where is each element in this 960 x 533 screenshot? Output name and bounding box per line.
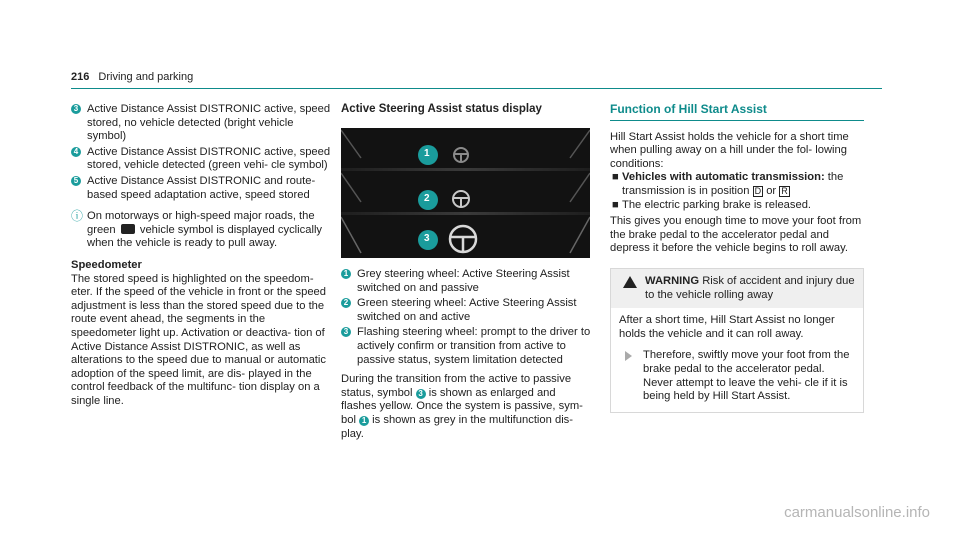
note: [71, 210, 333, 251]
number-badge: 3: [416, 389, 426, 399]
speedometer-heading: Speedometer: [71, 258, 142, 271]
page-number: 216: [71, 71, 90, 83]
warning-triangle-icon: [623, 276, 637, 288]
list-item: [71, 146, 333, 173]
list-item-text: Green steering wheel: Active Steering Assist switched on and active: [357, 297, 577, 323]
list-item: [610, 171, 864, 198]
panel-number: 2: [424, 193, 430, 204]
car-ahead-icon: [121, 224, 135, 234]
list-item: [341, 268, 593, 295]
number-badge: 4: [71, 147, 81, 157]
bullet-marker: ■: [612, 198, 619, 211]
header-divider: [71, 88, 882, 89]
middle-column: [341, 103, 593, 117]
list-item: [610, 199, 864, 213]
number-badge: 2: [341, 298, 351, 308]
section-title: Driving and parking: [98, 71, 194, 83]
right-column: [610, 103, 864, 413]
intro-text: Hill Start Assist holds the vehicle for a short time when pulling away on a hill under the fol- lowing conditions:: [610, 130, 849, 170]
list-item-text: Active Distance Assist DISTRONIC active, speed stored, no vehicle detected (bright vehicle symbol): [87, 103, 331, 143]
warning-title: Risk of accident and injury due to the vehicle rolling away: [645, 274, 855, 301]
paragraph-text: During the transition from the active to passive status, symbol: [341, 373, 572, 399]
bullet-text: The electric parking brake is released.: [622, 198, 812, 211]
list-item: [71, 103, 333, 144]
note-text-end: vehicle symbol is displayed cyclically when the vehicle is ready to pull away.: [87, 223, 323, 250]
speedometer-text: The stored speed is highlighted on the speedom- eter. If the speed of the vehicle in front or the speed adjustment is less than the stored speed due to the route event ahead, the segments in the speedometer light up. Activation or deactiva- tion of Active Distance Assist DISTRONIC, as well as alterations to the speed due to manual or automatic adoption of the speed limit, are dis- played in the control feedback of the multifunc- tion display on a single line.: [71, 272, 326, 407]
number-badge: 1: [359, 416, 369, 426]
warning-body: After a short time, Hill Start Assist no longer holds the vehicle and it can roll away.: [619, 314, 835, 340]
paragraph-text: is shown as enlarged and flashes yellow. Once the system is passive, sym- bol: [341, 386, 583, 426]
section-heading: Active Steering Assist status display: [341, 103, 542, 115]
heading-underline: [610, 120, 864, 121]
bullet-text: the transmission is in position: [622, 171, 844, 197]
bullet-marker: ■: [612, 171, 619, 184]
number-badge: 1: [341, 269, 351, 279]
list-item: [71, 175, 333, 202]
watermark: carmanualsonline.info: [784, 504, 930, 521]
middle-legend: [341, 268, 593, 441]
note-text-start: On motorways or high-speed major roads, the green: [87, 210, 315, 236]
number-badge: 3: [341, 327, 351, 337]
transition-paragraph: [341, 373, 593, 441]
left-column: [71, 103, 333, 408]
gear-d-icon: D: [754, 185, 762, 196]
section-heading: Function of Hill Start Assist: [610, 102, 767, 116]
bullet-text: or: [766, 184, 777, 197]
warning-header: [611, 269, 863, 308]
warning-action: [611, 347, 863, 411]
info-icon: ⓘ: [71, 209, 84, 224]
list-item-text: Active Distance Assist DISTRONIC and route- based speed adaptation active, speed stored: [87, 174, 316, 201]
list-item-text: Active Distance Assist DISTRONIC active, speed stored, vehicle detected (green vehi- cle symbol): [87, 145, 331, 172]
paragraph: This gives you enough time to move your foot from the brake pedal to the accelerator pedal and depress it before the vehicle begins to roll away.: [610, 215, 862, 255]
list-item-text: Grey steering wheel: Active Steering Assist switched on and passive: [357, 268, 570, 294]
bullet-label: Vehicles with automatic transmission:: [622, 171, 825, 184]
list-item: [341, 326, 593, 367]
number-badge: 5: [71, 176, 81, 186]
paragraph-text: is shown as grey in the multifunction dis- play.: [341, 413, 574, 440]
steering-assist-illustration: [341, 128, 590, 258]
list-item: [341, 297, 593, 324]
panel-number: 1: [424, 148, 430, 159]
gear-r-icon: R: [781, 185, 788, 196]
action-arrow-icon: [625, 351, 632, 361]
panel-number: 3: [424, 233, 430, 244]
warning-action-text: Therefore, swiftly move your foot from the brake pedal to the accelerator pedal. Never attempt to leave the vehi- cle if it is being held by Hill Start Assist.: [643, 349, 850, 403]
warning-label: WARNING: [645, 274, 700, 287]
page-header: [71, 71, 193, 83]
warning-box: [610, 268, 864, 413]
list-item-text: Flashing steering wheel: prompt to the driver to actively confirm or transition from active to passive status, system limitation detected: [357, 326, 591, 366]
number-badge: 3: [71, 104, 81, 114]
steering-assist-display-image: [341, 128, 590, 258]
